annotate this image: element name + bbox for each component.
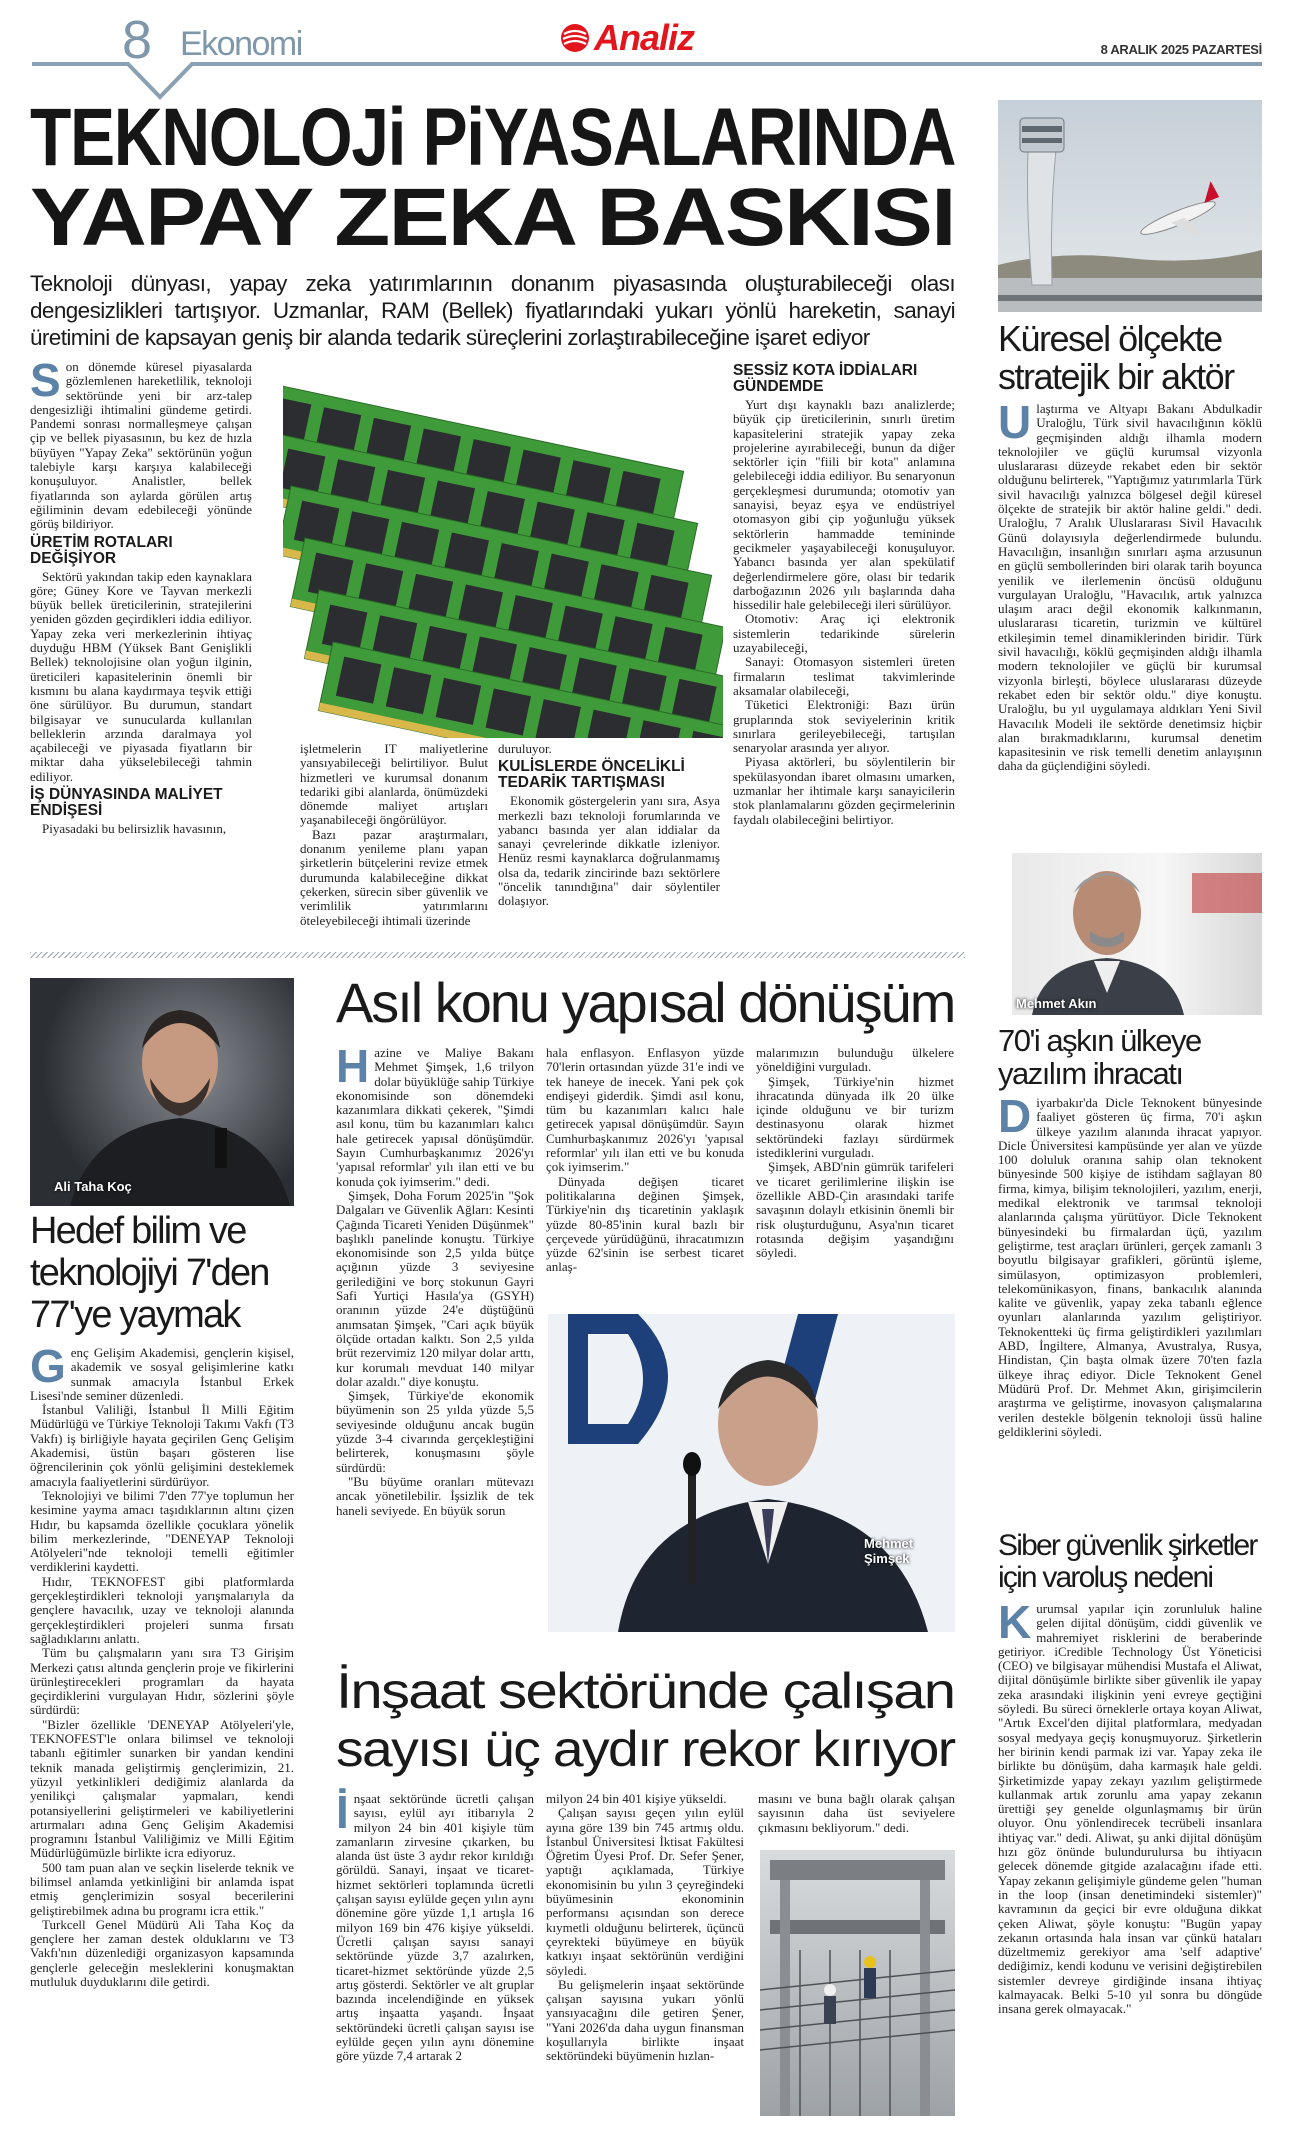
paragraph [30, 1489, 294, 1575]
paragraph-text: on dönemde küresel piyasalarda gözlemlenen hareketlilik, teknoloji sektöründe yeni bir arz-talep dengesizliği ihtimalini gündeme getirdi. Pandemi sonrası normalleşmeye çalışan çip ve bellek piyasasının, bu kez de hızla büyüyen "Yapay Zeka" sektörünün yoğun talebiyle karşı karşıya kalabileceği konuşuluyor. Analistler, bellek fiyatlarında son aylarda görülen artış eğiliminin devam edebileceği yönünde görüş bildiriyor. [30, 359, 252, 532]
section-divider [30, 952, 965, 958]
paragraph [336, 1475, 534, 1518]
paragraph [756, 1075, 954, 1161]
paragraph-text: "Bizler özellikle 'DENEYAP Atölyeleri'yle, TEKNOFEST'le onlara bilimsel ve teknoloji tabanlı eğitimler sunarken bir yandan kendini teknik manada geliştirmiş gençlerimizin, 21. yüzyıl yetkinlikleri dediğimiz alanlarda da yenilikçi çalışmalar yapmaları, kendi potansiyellerini geliştirmeleri ve kabiliyetlerini artırmaları adına Genç Gelişim Akademisi programını İstanbul Valiliğimiz ve Milli Eğitim Müdürlüğümüzle birlikte icra ediyoruz. [30, 1716, 294, 1861]
simsek-title-text: Asıl konu yapısal dönüşüm [336, 971, 955, 1034]
paragraph-text: Dünyada değişen ticaret politikalarına değinen Şimşek, Türkiye'nin dış ticaretinin yaklaşık yüzde 80-85'inin kural bazlı bir çerçevede yürüdüğünü, ihracatımızın yüzde 62'sinin ise serbest ticaret anlaş- [546, 1173, 744, 1275]
paragraph-text: işletmelerin IT maliyetlerine yansıyabileceği belirtiliyor. Bulut hizmetleri ve kurumsal donanım tedariki gibi alanlarda, önümüzdeki dönemde maliyet artışları yaşanabileceği öngörülüyor. [300, 741, 488, 828]
drop-cap: K [998, 1596, 1032, 1648]
youth-title-line: 77'ye yaymak [30, 1294, 240, 1336]
drop-cap: D [998, 1090, 1032, 1142]
headline-text: TEKNOLOJi PiYASALARINDA [30, 91, 956, 183]
youth-title [30, 1210, 300, 1336]
paragraph [336, 1389, 534, 1475]
paragraph [30, 1340, 294, 1403]
construction-title-line: İnşaat sektöründe çalışan [336, 1663, 955, 1719]
paragraph-text: Sektörü yakından takip eden kaynaklara göre; Güney Kore ve Tayvan merkezli büyük bellek üreticilerinin, stratejilerini yeniden gözden geçirdikleri iddia ediliyor. Yapay zeka veri merkezlerinin ihtiyaç duyduğu HBM (Yüksek Bant Genişlikli Bellek) teknolojisine olan yoğun ilginin, üreticileri kapasitelerinin önemli bir kısmını bu alana kaydırmaya teşvik ettiği öne sürülüyor. Bu durumun, standart bilgisayar ve sunucularda kullanılan belleklerin arzında daralmaya yol açabileceği ve piyasada fiyatların bir miktar daha yükselebileceği tahmin ediliyor. [30, 568, 252, 784]
drop-cap: U [998, 396, 1032, 448]
drop-cap: İ [336, 1786, 349, 1838]
section-name: Ekonomi [180, 25, 302, 63]
paragraph-text: Tüketici Elektroniği: Bazı ürün gruplarında stok seviyelerinin kritik sınırlara gerileyebileceği, tartışılan senaryolar arasında yer alıyor. [733, 697, 955, 756]
construction-site-photo [760, 1850, 955, 2116]
paragraph [756, 1160, 954, 1260]
paragraph [300, 742, 488, 828]
main-article-column-2 [300, 742, 488, 928]
paragraph-text: Piyasa aktörleri, bu söylentilerin bir spekülasyondan ibaret olmasını umarken, uzmanlar her ihtimale karşı sanayicilerin stok planlamalarını gözden geçirmelerinin faydalı olabileceğini belirtiyor. [733, 754, 955, 827]
logo-wordmark: Analiz [594, 17, 695, 58]
cyber-article-column [998, 1596, 1262, 2017]
paragraph [30, 822, 252, 836]
headline-text: YAPAY ZEKA BASKISI [30, 171, 955, 263]
paragraph-text: milyon 24 bin 401 kişiye yükseldi. [546, 1791, 727, 1806]
construction-article-column-1 [336, 1786, 534, 2064]
paragraph [30, 1718, 294, 1861]
paragraph-text: 500 tam puan alan ve seçkin liselerde teknik ve bilimsel anlamda yetkinliğini bir anlamda ispat etmiş gençlerimizin sosyal becerilerini geliştirebilmek adına bu programı icra ettik." [30, 1859, 294, 1918]
drop-cap: G [30, 1340, 66, 1392]
aviation-title-line: stratejik bir aktör [998, 356, 1234, 397]
cyber-title-line: için varoluş nedeni [998, 1561, 1213, 1594]
paragraph [546, 1978, 744, 2064]
airport-tower-photo [998, 100, 1262, 312]
paragraph-text: İstanbul Valiliği, İstanbul İl Milli Eğitim Müdürlüğü ve Türkiye Teknoloji Takımı Vakfı (T3 Vakfı) iş birliğiyle hayata geçirilen Genç Gelişim Akademisi, üstün başarı gösteren lise öğrencilerinin çok yönlü gelişimini desteklemek amacıyla faaliyetlerini sürdürüyor. [30, 1402, 294, 1489]
simsek-article-column-1 [336, 1040, 534, 1518]
ali-taha-koc-photo [30, 978, 294, 1206]
headline-line-1 [30, 91, 956, 183]
simsek-article-column-2 [546, 1046, 744, 1275]
paragraph [30, 570, 252, 784]
construction-article-column-2 [546, 1792, 744, 2064]
paragraph-text: masını ve buna bağlı olarak çalışan sayısının daha üst seviyelere çıkmasını bekliyorum." dedi. [758, 1791, 955, 1835]
paragraph [498, 742, 720, 756]
paragraph [546, 1046, 744, 1175]
aviation-title [998, 320, 1268, 396]
paragraph-text: Turkcell Genel Müdürü Ali Taha Koç da gençlere her zaman destek olduklarını ve T3 Vakfı'nın düzenlediği organizasyon kapsamında gençlerle geleceğin mesleklerini konuşmaktan mutluluk duyduklarını dile getirdi. [30, 1916, 294, 1990]
paragraph [733, 398, 955, 612]
paragraph [756, 1046, 954, 1075]
subheading: İŞ DÜNYASINDA MALİYET ENDİŞESİ [30, 786, 223, 820]
paragraph-text: Yurt dışı kaynaklı bazı analizlerde; büyük çip üreticilerinin, sınırlı üretim kapasitelerini stratejik yapay zeka projelerine ayırabileceği, bunun da diğer sektörler için "fiili bir kota" anlamına gelebileceği iddia ediliyor. Bu senaryonun gerçekleşmesi durumunda; otomotiv yan sanayisi, beyaz eşya ve endüstriyel otomasyon gibi çip yoğunluğu yüksek sektörlerin hammadde temininde gecikmeler yaşayabileceği konuşuluyor. Yabancı basında yer alan spekülatif değerlendirmelere göre, olası bir tedarik darboğazının 2026 yılı başlarında daha hissedilir hale gelebileceği ileri sürülüyor. [733, 397, 955, 613]
construction-title [336, 1662, 956, 1778]
paragraph [733, 698, 955, 755]
paragraph [546, 1175, 744, 1275]
paragraph-text: Şimşek, Türkiye'nin hizmet ihracatında dünyada ilk 20 ülke içinde olduğunu ve bir turizm destinasyonu olarak hizmet sektöründeki fazlayı sürdürmek istediklerini vurguladı. [756, 1073, 954, 1161]
issue-date: 8 ARALIK 2025 PAZARTESİ [1100, 42, 1262, 57]
paragraph-text: Bu gelişmelerin inşaat sektöründe çalışan sayısına yukarı yönlü yansıyacağını dile getiren Şener, "Yani 2026'da daha uygun finansman koşullarıyla birlikte inşaat sektöründeki büyümenin hızlan- [546, 1976, 744, 2064]
software-article-column [998, 1090, 1262, 1439]
headline-line-2 [30, 171, 955, 263]
paragraph [30, 1861, 294, 1918]
paragraph-text: Ekonomik göstergelerin yanı sıra, Asya merkezli bazı teknoloji forumlarında ve yabancı basında yer alan iddialar da sanayi çevrelerinde dikkatle izleniyor. Henüz resmi kaynaklarca doğrulanmamış olsa da, tedarik zincirinde bazı sektörlere "öncelik tanındığına" dair söylentiler dolaşıyor. [498, 793, 720, 909]
paragraph [758, 1792, 955, 1835]
paragraph [733, 655, 955, 698]
cyber-title-line: Siber güvenlik şirketler [998, 1529, 1257, 1562]
paragraph-text: hala enflasyon. Enflasyon yüzde 70'lerin ortasından yüzde 31'e indi ve tek haneye de inecek. Yani pek çok endişeyi giderdik. Şimdi asıl konu, tüm bu kazanımları kalıcı hale getirecek yapısal dönüşümdür. Sayın Cumhurbaşkanımız 2026'yı 'yapısal reformlar' yılı ilan etti ve bu konuda çok iyimserim." [546, 1045, 744, 1175]
paragraph-text: Otomotiv: Araç içi elektronik sistemlerin tedarikinde sürelerin uzayabileceği, [733, 611, 955, 656]
paragraph [30, 1575, 294, 1646]
paragraph-text: Çalışan sayısı geçen yılın eylül ayına göre 139 bin 745 artmış oldu. İstanbul Üniversitesi İktisat Fakültesi Öğretim Üyesi Prof. Dr. Sefer Şener, yaptığı açıklamada, Türkiye ekonomisinin bu yılın 3 çeyreğindeki büyümesinin ekonominin performansı açısından son derece kıymetli olduğunu belirterek, üçüncü çeyrekteki büyümeye en büyük katkıyı inşaat sektörünün verdiğini söyledi. [546, 1805, 744, 1978]
paragraph [30, 1918, 294, 1989]
paragraph-text: malarımızın bulunduğu ülkelere yöneldiğini vurguladı. [756, 1045, 954, 1075]
software-title [998, 1024, 1268, 1090]
subheading: KULİSLERDE ÖNCELİKLİ TEDARİK TARTIŞMASI [498, 758, 685, 792]
paragraph-text: duruluyor. [498, 741, 552, 756]
paragraph [30, 354, 252, 532]
subheading: SESSİZ KOTA İDDİALARI GÜNDEMDE [733, 362, 918, 395]
photo-caption-line: Şimşek [864, 1551, 910, 1566]
simsek-title [336, 972, 956, 1034]
paragraph-text: Bazı pazar araştırmaları, donanım yenileme planı yapan şirketlerin bütçelerini revize etmek durumunda kalabileceğine dikkat çekerken, sürecin siber güvenlik ve verimlilik yatırımlarını öteleyebileceği ihtimali üzerinde [300, 826, 488, 928]
photo-caption: Mehmet Akın [1016, 996, 1097, 1011]
mehmet-simsek-photo [548, 1314, 955, 1632]
main-article-column-4 [733, 360, 955, 827]
paragraph-text: Teknolojiyi ve bilimi 7'den 77'ye toplumun her kesimine yayma amacı taşıdıklarının altını çizen Hıdır, bu kapsamda özellikle çocuklara yönelik bilim merkezlerinde, "DENEYAP Teknoloji Atölyeleri"nde teknoloji temelli eğitimler verdiklerini kaydetti. [30, 1487, 294, 1575]
paragraph-text: Şimşek, Doha Forum 2025'in "Şok Dalgaları ve Güvenlik Ağları: Kesinti Çağında Ticareti Yeniden Düşünmek" başlıklı panelinde konuştu. Türkiye ekonomisinde son 2,5 yılda bütçe açığının yüzde 3 seviyesine gerilediğini ve borç stokunun Gayri Safi Yurtiçi Hasıla'ya (GSYH) oranının yüzde 24'e düştüğünü anımsatan Şimşek, "Cari açık büyük ölçüde ortadan kalktı. Son 2,5 yılda brüt rezervimiz 120 milyar dolar arttı, kur korumalı mevduat 140 milyar dolar azaldı." diye konuştu. [336, 1187, 534, 1389]
drop-cap: S [30, 354, 61, 406]
paragraph-text: enç Gelişim Akademisi, gençlerin kişisel, akademik ve sosyal gelişimlerine katkı sunmak amacıyla İstanbul Erkek Lisesi'nde seminer düzenledi. [30, 1345, 294, 1403]
paragraph-text: Sanayi: Otomasyon sistemleri üreten firmaların teslimat takvimlerinde aksamalar olabileceği, [733, 654, 955, 698]
paragraph [733, 755, 955, 826]
construction-title-line: sayısı üç aydır rekor kırıyor [336, 1721, 955, 1777]
paragraph [336, 1189, 534, 1389]
drop-cap: H [336, 1040, 370, 1092]
paragraph [998, 1090, 1262, 1439]
photo-caption: Ali Taha Koç [54, 1179, 132, 1194]
paragraph-text: Tüm bu çalışmaların yanı sıra T3 Girişim Merkezi çatısı altında gençlerin proje ve fikirlerini ürünleştirecekleri programları da hayata geçirdiklerini vurgulayan Hıdır, sözlerini şöyle sürdürdü: [30, 1645, 294, 1718]
paragraph [336, 1040, 534, 1189]
paragraph [498, 794, 720, 908]
paragraph-text: urumsal yapılar için zorunluluk haline gelen dijital dönüşüm, ciddi güvenlik ve mahremiyet risklerini de beraberinde getiriyor. iCredible Technology Üst Yöneticisi (CEO) ve bilgisayar mühendisi Mustafa el Aliwat, dijital dönüşümle birlikte siber güvenlik ile yapay zeka arasındaki ilişkinin yeni evreye geçtiğini söyledi. Bu süreci örneklerle ortaya koyan Aliwat, "Artık Excel'den dijital platformlara, medyadan sosyal medyaya geçiş konuşmuyoruz. Şirketlerin her birinin kendi parmak izi var. Yapay zeka ile birlikte bu dönüşüm, daha karmaşık hale geldi. Şirketimizde yapay zekayı yazılım geliştirmede kullanmak artık zorunlu ama yapay zekanın ürettiği şey genelde olgunlaşmamış bir ürün oluyor. Onu yönlendirecek tecrübeli insanlara ihtiyaç var." dedi. Aliwat, şu anki dijital dönüşüm hızı göz önünde bulundurulursa bu ihtiyacın gelecek dönemde gitgide azalacağını ifade etti. Yapay zekanın gelişimiyle gündeme gelen "human in the loop (insan denetimindeki sistemler)" kavramının da geçici bir evre olduğuna dikkat çeken Aliwat, şöyle konuştu: "Bugün yapay zekanın ortasında hala insan var çünkü hataları düzeltmemiz gerekiyor ama 'self adaptive' dediğimiz, kendi kodunu ve verisini değiştirebilen sistemler devreye girdiğinde insana ihtiyaç kalmayacak. Belki 5-10 yıl sonra bu döngüde insana gerek olmayacak." [998, 1601, 1262, 2017]
paragraph [336, 1786, 534, 2064]
paragraph-text: "Bu büyüme oranları mütevazı ancak yönetilebilir. İşsizlik de tek haneli seviyede. En büyük sorun [336, 1473, 534, 1518]
paragraph-text: laştırma ve Altyapı Bakanı Abdulkadir Uraloğlu, Türk sivil havacılığının köklü geçmişinden aldığı ilhamla modern teknolojiler ve güçlü kurumsal vizyonla uluslararası düzeyde rekabet eden bir sektör olduğunu belirterek, "Yaptığımız yatırımlarla Türk sivil havacılığı yalnızca bölgesel değil küresel ölçekte de stratejik bir aktör haline geldi." dedi. Uraloğlu, 7 Aralık Uluslararası Sivil Havacılık Günü dolayısıyla değerlendirmede bulundu. Havacılığın, insanlığın sınırları aşma arzusunun en güçlü sembollerinden biri olarak tarih boyunca yenilik ve ilerlemenin öncüsü olduğunu vurgulayan Uraloğlu, "Havacılık, artık yalnızca ulaşım aracı değil ekonomik kalkınmanın, uluslararası ticaretin, turizmin ve kültürel etkileşimin temel dinamiklerinden biridir. Türk sivil havacılığı, köklü geçmişinden aldığı ilhamla modern teknolojiler ve güçlü bir kurumsal vizyonla birleşti, böylece uluslararası düzeyde rekabet eden bir sektör oldu." diye konuştu. Uraloğlu, bu yıl uygulamaya aldıkları Yeni Sivil Havacılık Modeli ile sektörde denetimsiz hiçbir alan bırakmadıklarını, kurumsal denetim kapasitesinin ve risk temelli denetim anlayışının daha da güçlendiğini söyledi. [998, 401, 1262, 774]
paragraph-text: Piyasadaki bu belirsizlik havasının, [42, 821, 227, 837]
simsek-article-column-3 [756, 1046, 954, 1260]
photo-caption [864, 1536, 913, 1566]
software-title-line: 70'i aşkın ülkeye [998, 1023, 1201, 1058]
paragraph-text: Hıdır, TEKNOFEST gibi platformlarda gerçekleştirdikleri teknoloji yarışmalarıyla da gençlere havacılık, uzay ve teknoloji alanında gerçekleştirdikleri projeleri sunma fırsatı sağladıklarını anlattı. [30, 1573, 294, 1646]
mehmet-akin-photo [1012, 853, 1262, 1015]
paragraph [998, 396, 1262, 774]
paragraph-text: Şimşek, Türkiye'de ekonomik büyümenin son 25 yılda yüzde 5,5 seviyesinde olduğunu ancak bugün yüzde 3-4 civarında gerçekleştiğini belirterek, konuşmasını şöyle sürdürdü: [336, 1388, 534, 1475]
main-article-column-1 [30, 354, 252, 837]
paragraph [733, 612, 955, 655]
page-number: 8 [122, 10, 153, 70]
paragraph-text: iyarbakır'da Dicle Teknokent bünyesinde faaliyet gösteren üç firma, 70'i aşkın ülkeye yazılım alanında ihracat yapıyor. Dicle Üniversitesi kampüsünde yer alan ve yüzde 100 doluluk oranına sahip olan teknokent bünyesinde 500 kişiye de istihdam sağlayan 80 firma, kimya, bilişim teknolojileri, yazılım, enerji, medikal elektronik ve tarımsal teknoloji alanlarında çalışma yürütüyor. Dicle Teknokent bünyesindeki bu firmalardan üçü, yazılım geliştirme, test araçları ürünleri, gerçek zamanlı 3 boyutlu bilgisayar grafikleri, görüntü işleme, simülasyon, optimizasyon problemleri, telekomünikasyon, finans, bankacılık alanında kalite ve güvenlik, yapay zeka tabanlı eğlence oyunları alanlarında yazılım geliştiriyor. Teknokentteki üç firma geliştirdikleri yazılımları ABD, İngiltere, Almanya, Avustralya, Rusya, Hindistan, Çin başta olmak üzere 70'ten fazla ülkeye ihraç ediyor. Dicle Teknokent Genel Müdürü Prof. Dr. Mehmet Akın, girişimcilerin araştırma ve geliştirme, inovasyon çalışmalarına verilen destekle bölgenin teknoloji üssü haline geldiklerini söyledi. [998, 1095, 1262, 1439]
construction-article-column-3 [758, 1792, 955, 1835]
paragraph-text: azine ve Maliye Bakanı Mehmet Şimşek, 1,6 trilyon dolar büyüklüğe sahip Türkiye ekonomisinde son dönemdeki kazanımlara dikkati çekerek, "Şimdi asıl konu, tüm bu kazanımları kalıcı hale getirecek yapısal dönüşümdür. Sayın Cumhurbaşkanımız 2026'yı 'yapısal reformlar' yılı ilan etti ve bu konuda çok iyimserim." dedi. [336, 1045, 534, 1189]
aviation-article-column [998, 396, 1262, 774]
paragraph [998, 1596, 1262, 2017]
youth-title-line: teknolojiyi 7'den [30, 1252, 269, 1294]
software-title-line: yazılım ihracatı [998, 1056, 1183, 1091]
paragraph-text: Şimşek, ABD'nin gümrük tarifeleri ve ticaret gerilimlerine ilişkin ise özellikle ABD-Çin arasındaki tarife savaşının dolaylı etkisinin önemli bir risk oluşturduğunu, Asya'nın ticaret rotasında değişim yaşandığını söyledi. [756, 1159, 954, 1261]
ram-modules-photo [283, 362, 723, 738]
cyber-title [998, 1530, 1278, 1594]
paragraph [30, 1403, 294, 1489]
photo-caption-line: Mehmet [864, 1536, 914, 1551]
youth-article-column [30, 1340, 294, 1990]
paragraph [546, 1792, 744, 1806]
paragraph [300, 828, 488, 928]
aviation-title-line: Küresel ölçekte [998, 318, 1222, 359]
subheading: ÜRETİM ROTALARI DEĞİŞİYOR [30, 533, 173, 567]
paragraph [30, 1646, 294, 1717]
main-article-column-3 [498, 742, 720, 909]
youth-title-line: Hedef bilim ve [30, 1210, 246, 1252]
paragraph-text: nşaat sektöründe ücretli çalışan sayısı, eylül ayı itibarıyla 2 milyon 24 bin 401 kişiyle tüm zamanların zirvesine çıkarken, bu alanda üst üste 3 aydır rekor kırıldığı görüldü. Sanayi, inşaat ve ticaret-hizmet sektörleri toplamında ücretli çalışan sayısı eylülde geçen yılın aynı dönemine göre yüzde 1,1 artışla 16 milyon 169 bin 476 kişiye yükseldi. Ücretli çalışan sayısı sanayi sektöründe yüzde 3,7 azalırken, ticaret-hizmet sektöründe yüzde 2,5 artış gösterdi. Sektörler ve alt gruplar bazında incelendiğinde en yüksek artış inşaatta yaşandı. İnşaat sektöründeki ücretli çalışan sayısı ise eylülde geçen yılın aynı dönemine göre yüzde 7,4 artarak 2 [336, 1791, 534, 2064]
paragraph [546, 1806, 744, 1978]
article-deck: Teknoloji dünyası, yapay zeka yatırımlarının donanım piyasasında oluşturabileceği olası dengesizlikleri tartışıyor. Uzmanlar, RAM (Bellek) fiyatlarındaki yukarı yönlü hareketin, sanayi üretimini de kapsayan geniş bir alanda tedarik süreçlerini zorlaştırabileceğine işaret ediyor [30, 271, 955, 350]
